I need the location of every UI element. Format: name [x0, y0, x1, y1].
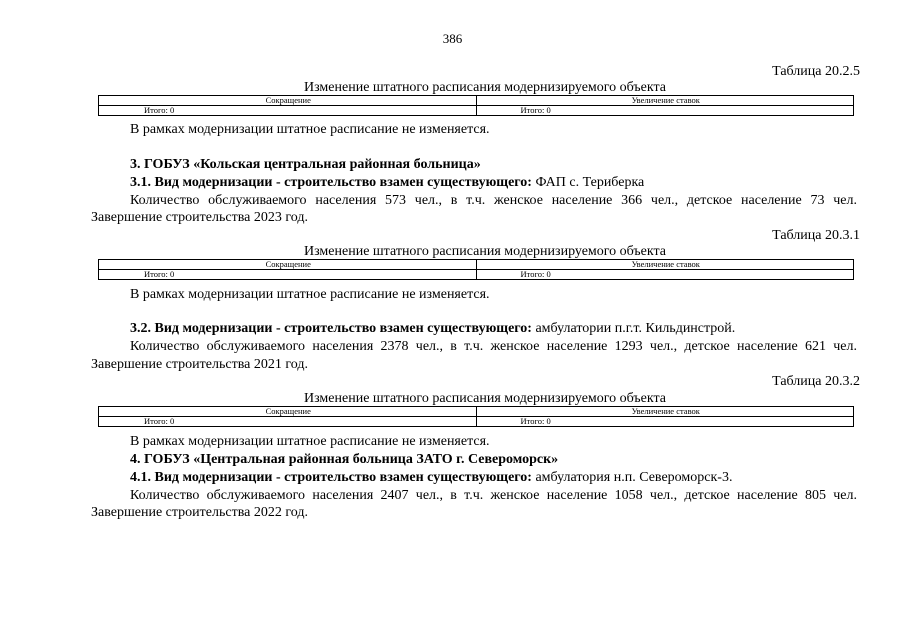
table-total-row	[99, 270, 854, 280]
completion-line: Завершение строительства 2023 год.	[91, 210, 308, 225]
note-text: В рамках модернизации штатное расписание не изменяется.	[130, 434, 490, 449]
note-text: В рамках модернизации штатное расписание не изменяется.	[130, 287, 490, 302]
page-number: 386	[442, 31, 463, 46]
total-cell: Итого: 0	[476, 417, 854, 427]
column-header: Увеличение ставок	[476, 407, 854, 417]
section-heading: 3. ГОБУЗ «Кольская центральная районная больница»	[130, 157, 481, 172]
subsection-heading-bold: 3.1. Вид модернизации - строительство взамен существующего:	[130, 175, 532, 190]
column-header: Сокращение	[99, 260, 477, 270]
table-header-row	[99, 260, 854, 270]
subsection-heading-text: ФАП с. Териберка	[531, 175, 645, 190]
staff-change-table	[98, 406, 854, 427]
total-cell: Итого: 0	[476, 106, 854, 116]
total-cell: Итого: 0	[99, 106, 477, 116]
subsection-heading-text: амбулатория н.п. Североморск-3.	[531, 470, 733, 485]
population-line: Количество обслуживаемого населения 2378 чел., в т.ч. женское население 1293 чел., детское население 621 чел.	[130, 339, 857, 354]
table-label: Таблица 20.2.5	[772, 64, 860, 79]
table-title: Изменение штатного расписания модернизируемого объекта	[303, 244, 667, 259]
subsection-heading-bold: 4.1. Вид модернизации - строительство взамен существующего:	[130, 470, 532, 485]
population-line: Количество обслуживаемого населения 573 чел., в т.ч. женское население 366 чел., детское население 73 чел.	[130, 193, 857, 208]
total-cell: Итого: 0	[476, 270, 854, 280]
column-header: Сокращение	[99, 407, 477, 417]
table-title: Изменение штатного расписания модернизируемого объекта	[303, 391, 667, 406]
section-heading: 4. ГОБУЗ «Центральная районная больница ЗАТО г. Североморск»	[130, 452, 559, 467]
subsection-heading-text: амбулатории п.г.т. Кильдинстрой.	[531, 321, 736, 336]
staff-change-table	[98, 95, 854, 116]
total-cell: Итого: 0	[99, 270, 477, 280]
table-header-row	[99, 407, 854, 417]
table-label: Таблица 20.3.2	[772, 374, 860, 389]
table-total-row	[99, 417, 854, 427]
column-header: Увеличение ставок	[476, 96, 854, 106]
table-header-row	[99, 96, 854, 106]
completion-line: Завершение строительства 2022 год.	[91, 505, 308, 520]
staff-change-table	[98, 259, 854, 280]
column-header: Увеличение ставок	[476, 260, 854, 270]
subsection-heading	[130, 470, 732, 486]
note-text: В рамках модернизации штатное расписание не изменяется.	[130, 122, 490, 137]
population-line: Количество обслуживаемого населения 2407 чел., в т.ч. женское население 1058 чел., детское население 805 чел.	[130, 488, 857, 503]
table-total-row	[99, 106, 854, 116]
table-label: Таблица 20.3.1	[772, 228, 860, 243]
table-title: Изменение штатного расписания модернизируемого объекта	[303, 80, 667, 95]
subsection-heading	[130, 321, 735, 337]
completion-line: Завершение строительства 2021 год.	[91, 357, 308, 372]
subsection-heading	[130, 175, 644, 191]
column-header: Сокращение	[99, 96, 477, 106]
total-cell: Итого: 0	[99, 417, 477, 427]
subsection-heading-bold: 3.2. Вид модернизации - строительство взамен существующего:	[130, 321, 532, 336]
